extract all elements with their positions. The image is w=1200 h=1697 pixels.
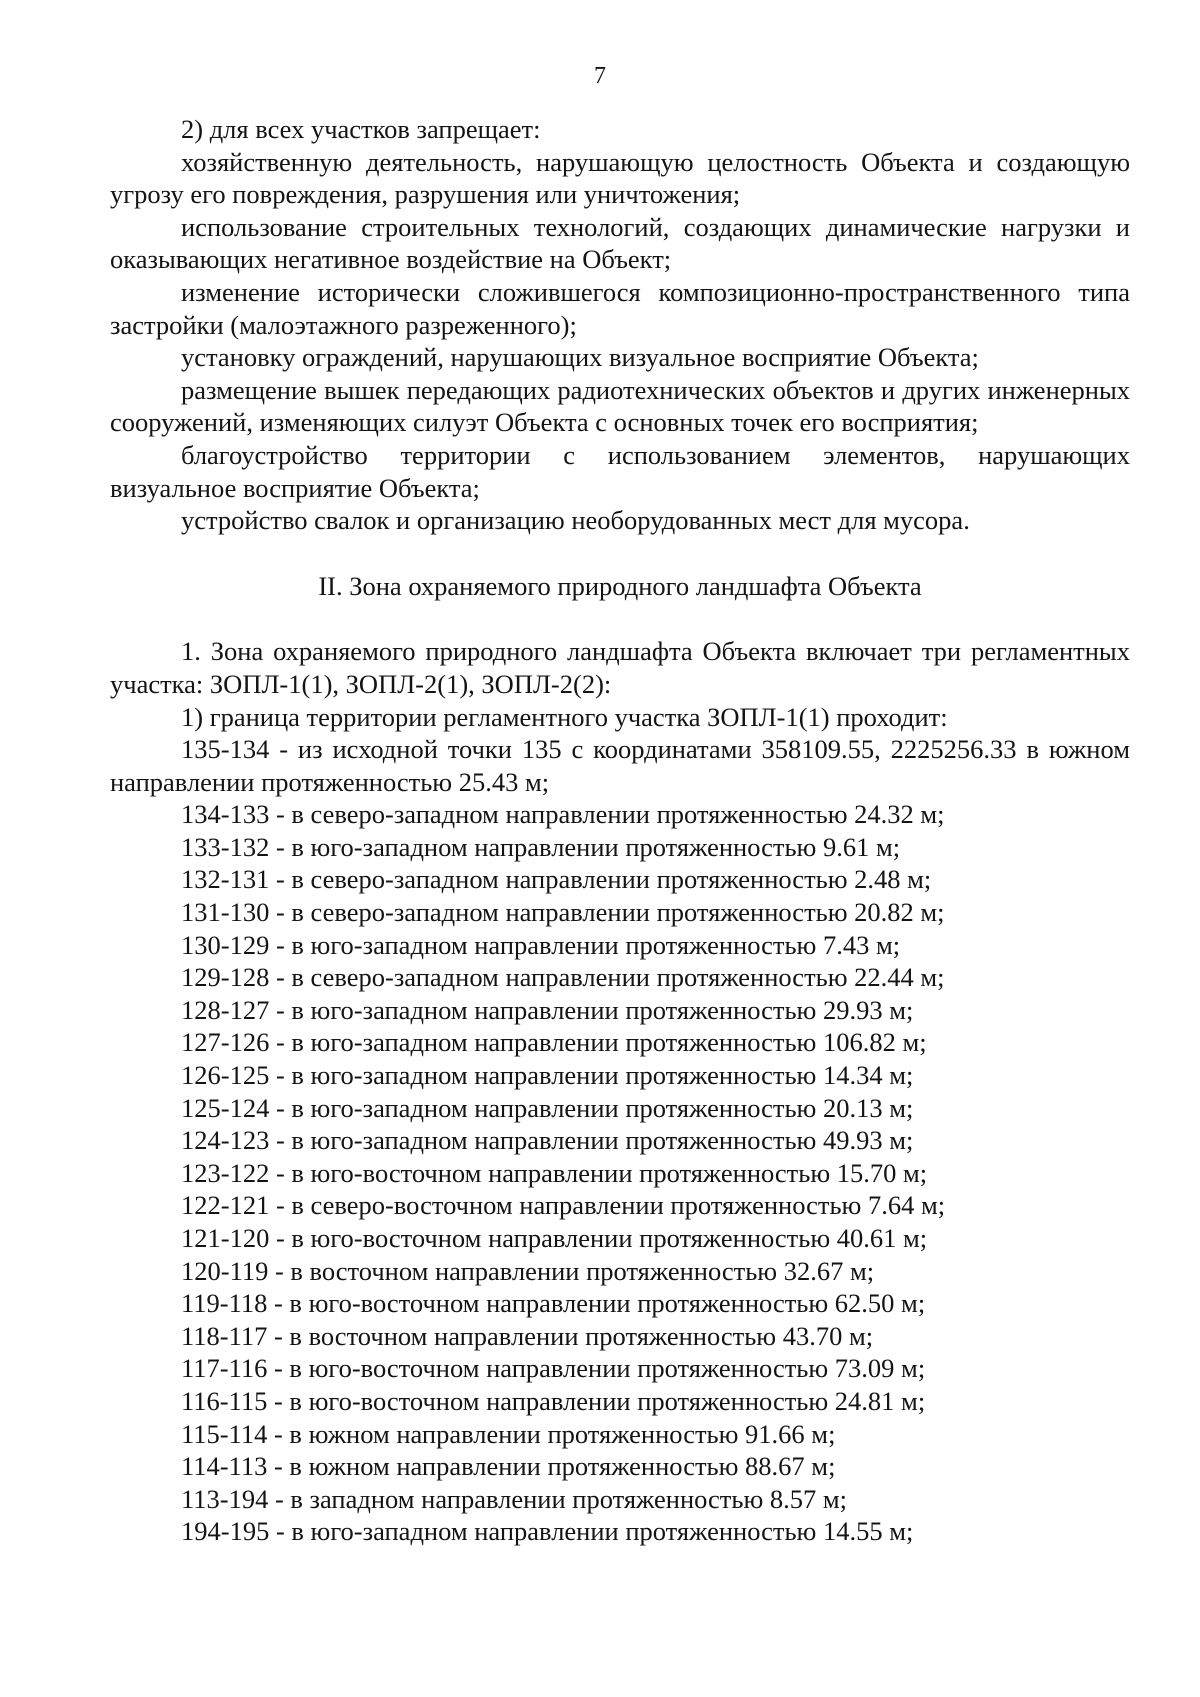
prohibition-item: благоустройство территории с использованием элементов, нарушающих визуальное восприятие Объекта; <box>110 439 1130 503</box>
boundary-segment: 119-118 - в юго-восточном направлении протяженностью 62.50 м; <box>181 1288 926 1319</box>
boundary-segment: 114-113 - в южном направлении протяженностью 88.67 м; <box>181 1451 836 1482</box>
boundary-segment: 128-127 - в юго-западном направлении протяженностью 29.93 м; <box>181 994 914 1025</box>
boundary-segment: 121-120 - в юго-восточном направлении протяженностью 40.61 м; <box>181 1223 928 1253</box>
prohibition-item: хозяйственную деятельность, нарушающую целостность Объекта и создающую угрозу его повреждения, разрушения или уничтожения; <box>110 146 1130 210</box>
boundary-segment: 127-126 - в юго-западном направлении протяженностью 106.82 м; <box>181 1027 927 1058</box>
prohibition-item: размещение вышек передающих радиотехнических объектов и других инженерных сооружений, изменяющих силуэт Объекта с основных точек его восприятия; <box>110 374 1130 438</box>
boundary-segment: 132-131 - в северо-западном направлении протяженностью 2.48 м; <box>181 864 932 895</box>
boundary-segment: 124-123 - в юго-западном направлении протяженностью 49.93 м; <box>181 1125 914 1156</box>
prohibition-item: изменение исторически сложившегося композиционно-пространственного типа застройки (малоэтажного разреженного); <box>110 276 1130 340</box>
section1-intro: 2) для всех участков запрещает: <box>181 114 541 144</box>
prohibition-item: использование строительных технологий, создающих динамические нагрузки и оказывающих негативное воздействие на Объект; <box>110 211 1130 275</box>
boundary-segment: 116-115 - в юго-восточном направлении протяженностью 24.81 м; <box>181 1385 926 1416</box>
page-number: 7 <box>594 63 606 89</box>
boundary-segment: 126-125 - в юго-западном направлении протяженностью 14.34 м; <box>181 1060 914 1091</box>
boundary-segment: 113-194 - в западном направлении протяженностью 8.57 м; <box>181 1483 848 1514</box>
boundary-segment: 118-117 - в восточном направлении протяженностью 43.70 м; <box>181 1320 874 1351</box>
prohibition-item: устройство свалок и организацию необорудованных мест для мусора. <box>181 505 970 536</box>
boundary-intro: 1) граница территории регламентного участка ЗОПЛ-1(1) проходит: <box>181 701 948 732</box>
boundary-segment: 194-195 - в юго-западном направлении протяженностью 14.55 м; <box>181 1516 914 1547</box>
boundary-segment: 133-132 - в юго-западном направлении протяженностью 9.61 м; <box>181 831 901 862</box>
boundary-segment: 135-134 - из исходной точки 135 с координатами 358109.55, 2225256.33 в южном направлении протяженностью 25.43 м; <box>110 734 1130 797</box>
boundary-segment: 115-114 - в южном направлении протяженностью 91.66 м; <box>181 1418 836 1449</box>
boundary-segment: 131-130 - в северо-западном направлении протяженностью 20.82 м; <box>181 897 945 928</box>
zone-description: 1. Зона охраняемого природного ландшафта Объекта включает три регламентных участка: ЗОПЛ-1(1), ЗОПЛ-2(1), ЗОПЛ-2(2): <box>110 636 1130 699</box>
boundary-segment: 125-124 - в юго-западном направлении протяженностью 20.13 м; <box>181 1092 914 1123</box>
boundary-segment: 122-121 - в северо-восточном направлении протяженностью 7.64 м; <box>181 1190 946 1221</box>
section-heading: II. Зона охраняемого природного ландшафта Объекта <box>318 570 922 601</box>
document-body <box>110 113 1130 1548</box>
prohibition-item: установку ограждений, нарушающих визуальное восприятие Объекта; <box>181 342 979 373</box>
boundary-segment: 117-116 - в юго-восточном направлении протяженностью 73.09 м; <box>181 1353 926 1384</box>
boundary-segment: 123-122 - в юго-восточном направлении протяженностью 15.70 м; <box>181 1157 928 1188</box>
boundary-segment: 129-128 - в северо-западном направлении протяженностью 22.44 м; <box>181 962 945 993</box>
boundary-segment: 130-129 - в юго-западном направлении протяженностью 7.43 м; <box>181 929 901 960</box>
boundary-segment: 134-133 - в северо-западном направлении протяженностью 24.32 м; <box>181 799 945 830</box>
boundary-segment: 120-119 - в восточном направлении протяженностью 32.67 м; <box>181 1255 875 1286</box>
